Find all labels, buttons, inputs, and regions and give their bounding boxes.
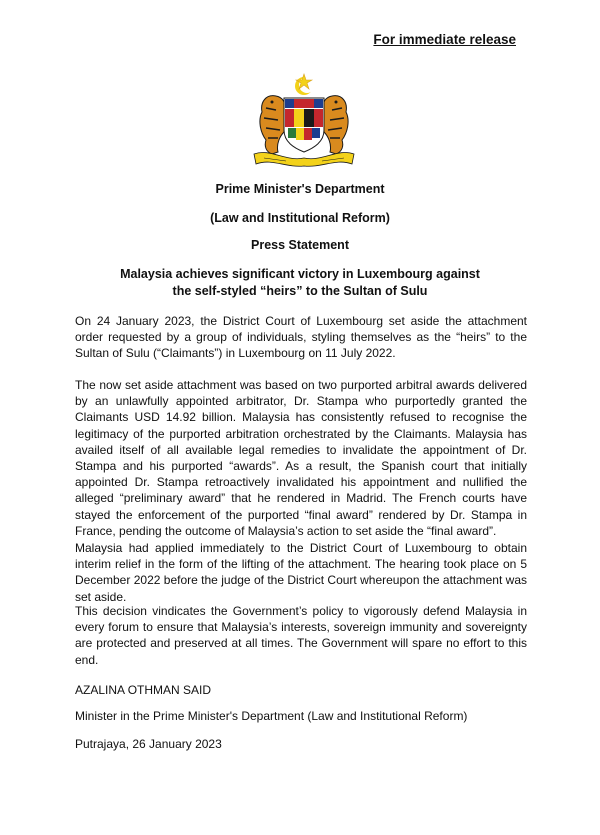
- place-and-date: Putrajaya, 26 January 2023: [75, 737, 222, 751]
- signatory-role: Minister in the Prime Minister's Department (Law and Institutional Reform): [75, 709, 468, 723]
- sub-department-heading: (Law and Institutional Reform): [210, 211, 390, 225]
- signatory-name: AZALINA OTHMAN SAID: [75, 683, 212, 697]
- statement-title: [0, 266, 600, 300]
- paragraph-government-policy: This decision vindicates the Government’s policy to vigorously defend Malaysia in every forum to ensure that Malaysia’s interests, sovereign immunity and sovereignty are protected and preserved at all times. The Government will spare no effort to this end.: [75, 604, 527, 667]
- paragraph-interim-relief: Malaysia had applied immediately to the District Court of Luxembourg to obtain interim relief in the form of the lifting of the attachment. The hearing took place on 5 December 2022 before the judge of the District Court whereupon the attachment was set aside.: [75, 541, 527, 604]
- immediate-release-note: For immediate release: [373, 32, 516, 47]
- malaysia-coat-of-arms-icon: [246, 72, 362, 168]
- statement-type-heading: Press Statement: [251, 238, 349, 252]
- paragraph-court-decision: On 24 January 2023, the District Court of Luxembourg set aside the attachment order requested by a group of individuals, styling themselves as the “heirs” to the Sultan of Sulu (“Claimants”) in Luxembourg on 11 July 2022.: [75, 314, 527, 361]
- department-heading: Prime Minister's Department: [215, 182, 385, 196]
- paragraph-attachment-background: The now set aside attachment was based on two purported arbitral awards delivered by an unlawfully appointed arbitrator, Dr. Stampa who purportedly granted the Claimants USD 14.92 billion. Malaysia has consistently refused to recognise the legitimacy of the purported arbitration orchestrated by the Claimants. Malaysia has availed itself of all available legal remedies to invalidate the appointment of Dr. Stampa and his purported “awards”. As a result, the Spanish court that initially appointed Dr. Stampa retroactively invalidated his appointment and nullified the alleged “preliminary award” that he rendered in Madrid. The French courts have stayed the enforcement of the purported “final award” rendered by Dr. Stampa in France, pending the outcome of Malaysia’s action to set aside the “final award”.: [75, 378, 527, 538]
- statement-title-line-2: the self-styled “heirs” to the Sultan of Sulu: [172, 284, 428, 298]
- statement-title-line-1: Malaysia achieves significant victory in Luxembourg against: [120, 267, 480, 281]
